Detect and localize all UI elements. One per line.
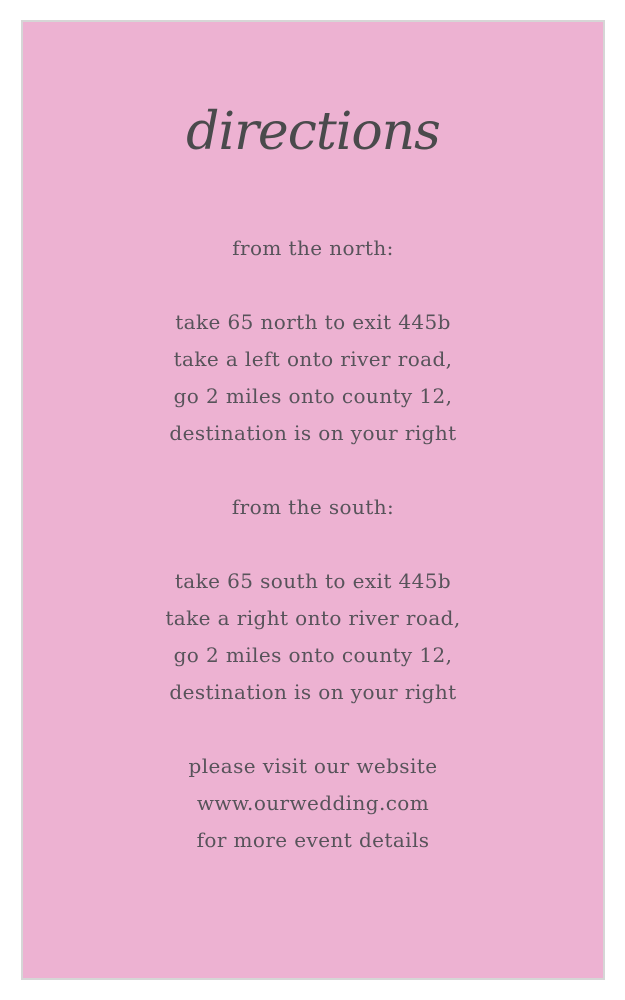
spacer	[23, 452, 603, 489]
footer-line: please visit our website	[188, 754, 438, 778]
footer-line: for more event details	[196, 828, 430, 852]
north-line: go 2 miles onto county 12,	[173, 384, 453, 408]
north-line: destination is on your right	[169, 421, 457, 445]
directions-body	[23, 230, 603, 859]
card-title: directions	[186, 102, 440, 162]
website-url: www.ourwedding.com	[196, 791, 430, 815]
south-line: go 2 miles onto county 12,	[173, 643, 453, 667]
north-line: take 65 north to exit 445b	[175, 310, 451, 334]
north-heading: from the north:	[232, 236, 394, 260]
south-heading: from the south:	[231, 495, 395, 519]
spacer	[23, 526, 603, 563]
spacer	[23, 711, 603, 748]
south-line: take 65 south to exit 445b	[174, 569, 452, 593]
south-line: destination is on your right	[169, 680, 457, 704]
directions-card	[21, 20, 605, 980]
south-line: take a right onto river road,	[165, 606, 461, 630]
spacer	[23, 267, 603, 304]
north-line: take a left onto river road,	[173, 347, 453, 371]
